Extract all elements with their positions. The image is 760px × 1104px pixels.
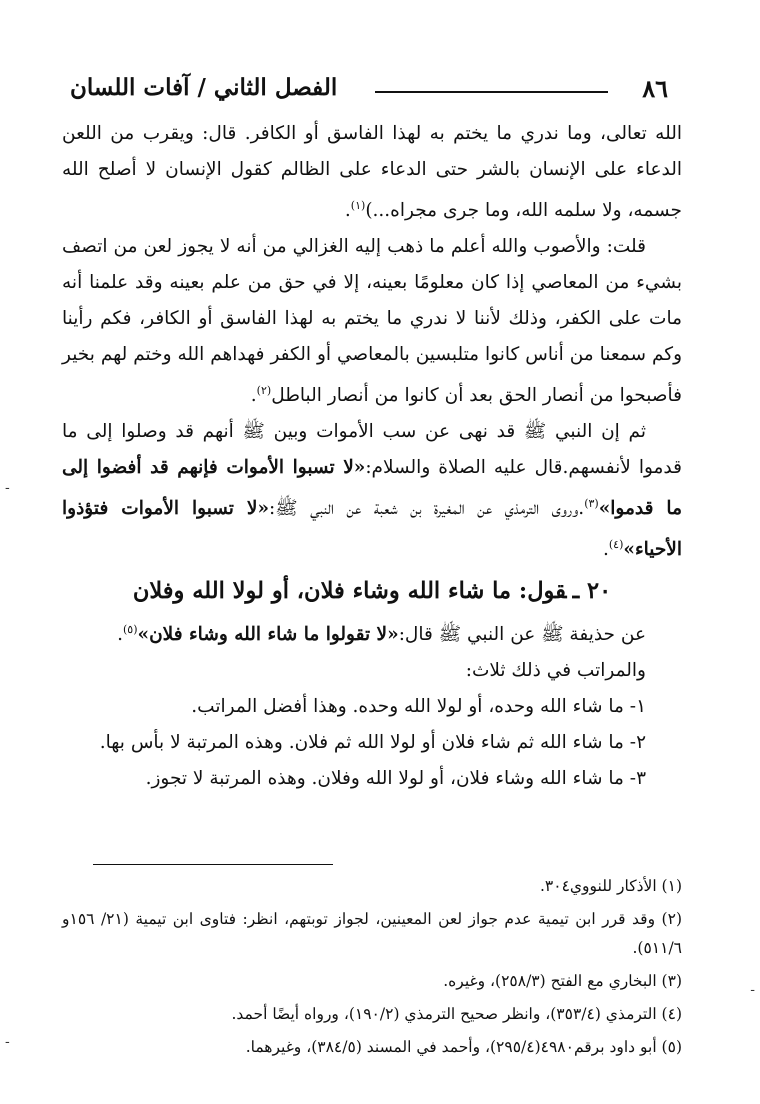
paragraph: عن حذيفة ﷺ عن النبي ﷺ قال:«لا تقولوا ما شاء الله وشاء فلان»$^{(٥)}$. xyxy=(117,622,646,645)
list-item: ١- ما شاء الله وحده، أو لولا الله وحده. وهذا أفضل المراتب. xyxy=(191,695,646,717)
footnote-ref: (٣) xyxy=(584,497,599,511)
hadith-quote: «لا تقولوا ما شاء الله وشاء فلان» xyxy=(137,623,399,645)
chapter-title: الفصل الثاني / آفات اللسان xyxy=(70,74,338,101)
main-text xyxy=(62,116,682,797)
paragraph: قلت: والأصوب والله أعلم ما ذهب إليه الغزالي من أنه لا يجوز لعن من اتصف بشيء من المعاصي إذا كان معلومًا بعينه، إلا في حق من علم بعينه وقد علمنا أنه مات على الكفر، وذلك لأننا لا ندري ما يختم به لهذا الفاسق أو الكافر، فكم رأينا وكم سمعنا من أناس كانوا متلبسين بالمعاصي أو الكفر فهداهم الله وختم لهم بخير فأصبحوا من أنصار الحق بعد أن كانوا من أنصار الباطل$^{(٢)}$. xyxy=(62,236,682,407)
paragraph-text: ثم إن النبي ﷺ قد نهى عن سب الأموات وبين ﷺ أنهم قد وصلوا إلى ما قدموا لأنفسهم.قال عليه الصلاة والسلام: xyxy=(62,421,682,479)
footnote: (٢) وقد قرر ابن تيمية عدم جواز لعن المعينين، لجواز توبتهم، انظر: فتاوى ابن تيمية (٢١/ ١٥٦و ٥١١/٦). xyxy=(62,910,682,957)
section-title: ما شاء الله وشاء فلان، أو لولا الله وفلان xyxy=(132,577,512,604)
paragraph-text: عن حذيفة ﷺ عن النبي ﷺ قال: xyxy=(398,623,646,645)
footnote-ref: (١) xyxy=(350,199,366,212)
header-rule xyxy=(375,91,608,93)
margin-mark: - xyxy=(750,982,755,998)
footnote-ref: (٤) xyxy=(608,538,624,552)
footnote: (١) الأذكار للنووي٣٠٤. xyxy=(539,877,682,895)
page-number: ٨٦ xyxy=(642,74,668,103)
hadith-quote: «لا تسبوا الأموات فتؤذوا الأحياء» xyxy=(62,498,682,561)
hadith-quote: «لا تسبوا الأموات فإنهم قد أفضوا إلى ما قدموا» xyxy=(62,457,682,520)
footnote: (٣) البخاري مع الفتح (٢٥٨/٣)، وغيره. xyxy=(443,972,682,990)
paragraph: ثم إن النبي ﷺ قد نهى عن سب الأموات وبين ﷺ أنهم قد وصلوا إلى ما قدموا لأنفسهم.قال عليه الصلاة والسلام:«لا تسبوا الأموات فإنهم قد أفضوا إلى ما قدموا»$^{(٣)}$.وروى الترمذي عن المغيرة بن شعبة عن النبي ﷺ:«لا تسبوا الأموات فتؤذوا الأحياء»$^{(٤)}$. xyxy=(62,421,682,561)
paragraph: الله تعالى، وما ندري ما يختم به لهذا الفاسق أو الكافر. قال: ويقرب من اللعن الدعاء على الإنسان بالشر حتى الدعاء على الظالم كقول الإنسان لا أصلح الله جسمه، ولا سلمه الله، وما جرى مجراه...)$^{(١)}$. xyxy=(62,123,682,222)
section-number: ٢٠ ـ xyxy=(572,577,612,604)
paragraph-text: قلت: والأصوب والله أعلم ما ذهب إليه الغزالي من أنه لا يجوز لعن من اتصف بشيء من المعاصي إذا كان معلومًا بعينه، إلا في حق من علم بعينه وقد علمنا أنه مات على الكفر، وذلك لأننا لا ندري ما يختم به لهذا الفاسق أو الكافر، فكم رأينا وكم سمعنا من أناس كانوا متلبسين بالمعاصي أو الكفر فهداهم الله وختم لهم بخير فأصبحوا من أنصار الحق بعد أن كانوا من أنصار الباطل xyxy=(62,236,682,407)
section-label: قول: xyxy=(518,577,567,604)
list-item: ٣- ما شاء الله وشاء فلان، أو لولا الله وفلان. وهذه المرتبة لا تجوز. xyxy=(145,767,646,789)
margin-mark: - xyxy=(5,1034,10,1050)
footnotes xyxy=(62,872,682,1066)
footnote-ref: (٥) xyxy=(123,622,138,636)
paragraph-text: .وروى الترمذي عن المغيرة بن شعبة عن النبي ﷺ: xyxy=(269,498,585,520)
section-heading xyxy=(62,572,682,610)
footnote-separator xyxy=(93,864,333,865)
footnote: (٤) الترمذي (٣٥٣/٤)، وانظر صحيح الترمذي (١٩٠/٢)، ورواه أيضًا أحمد. xyxy=(231,1005,682,1023)
paragraph: والمراتب في ذلك ثلاث: xyxy=(465,659,646,681)
paragraph-text: الله تعالى، وما ندري ما يختم به لهذا الفاسق أو الكافر. قال: ويقرب من اللعن الدعاء على الإنسان بالشر حتى الدعاء على الظالم كقول الإنسان لا أصلح الله جسمه، ولا سلمه الله، وما جرى مجراه...) xyxy=(62,123,682,222)
running-header xyxy=(70,70,668,110)
footnote-ref: (٢) xyxy=(256,384,272,398)
footnote: (٥) أبو داود برقم٤٩٨٠(٢٩٥/٤)، وأحمد في المسند (٣٨٤/٥)، وغيرهما. xyxy=(245,1038,682,1056)
margin-mark: - xyxy=(5,480,10,496)
list-item: ٢- ما شاء الله ثم شاء فلان أو لولا الله ثم فلان. وهذه المرتبة لا بأس بها. xyxy=(99,731,646,753)
